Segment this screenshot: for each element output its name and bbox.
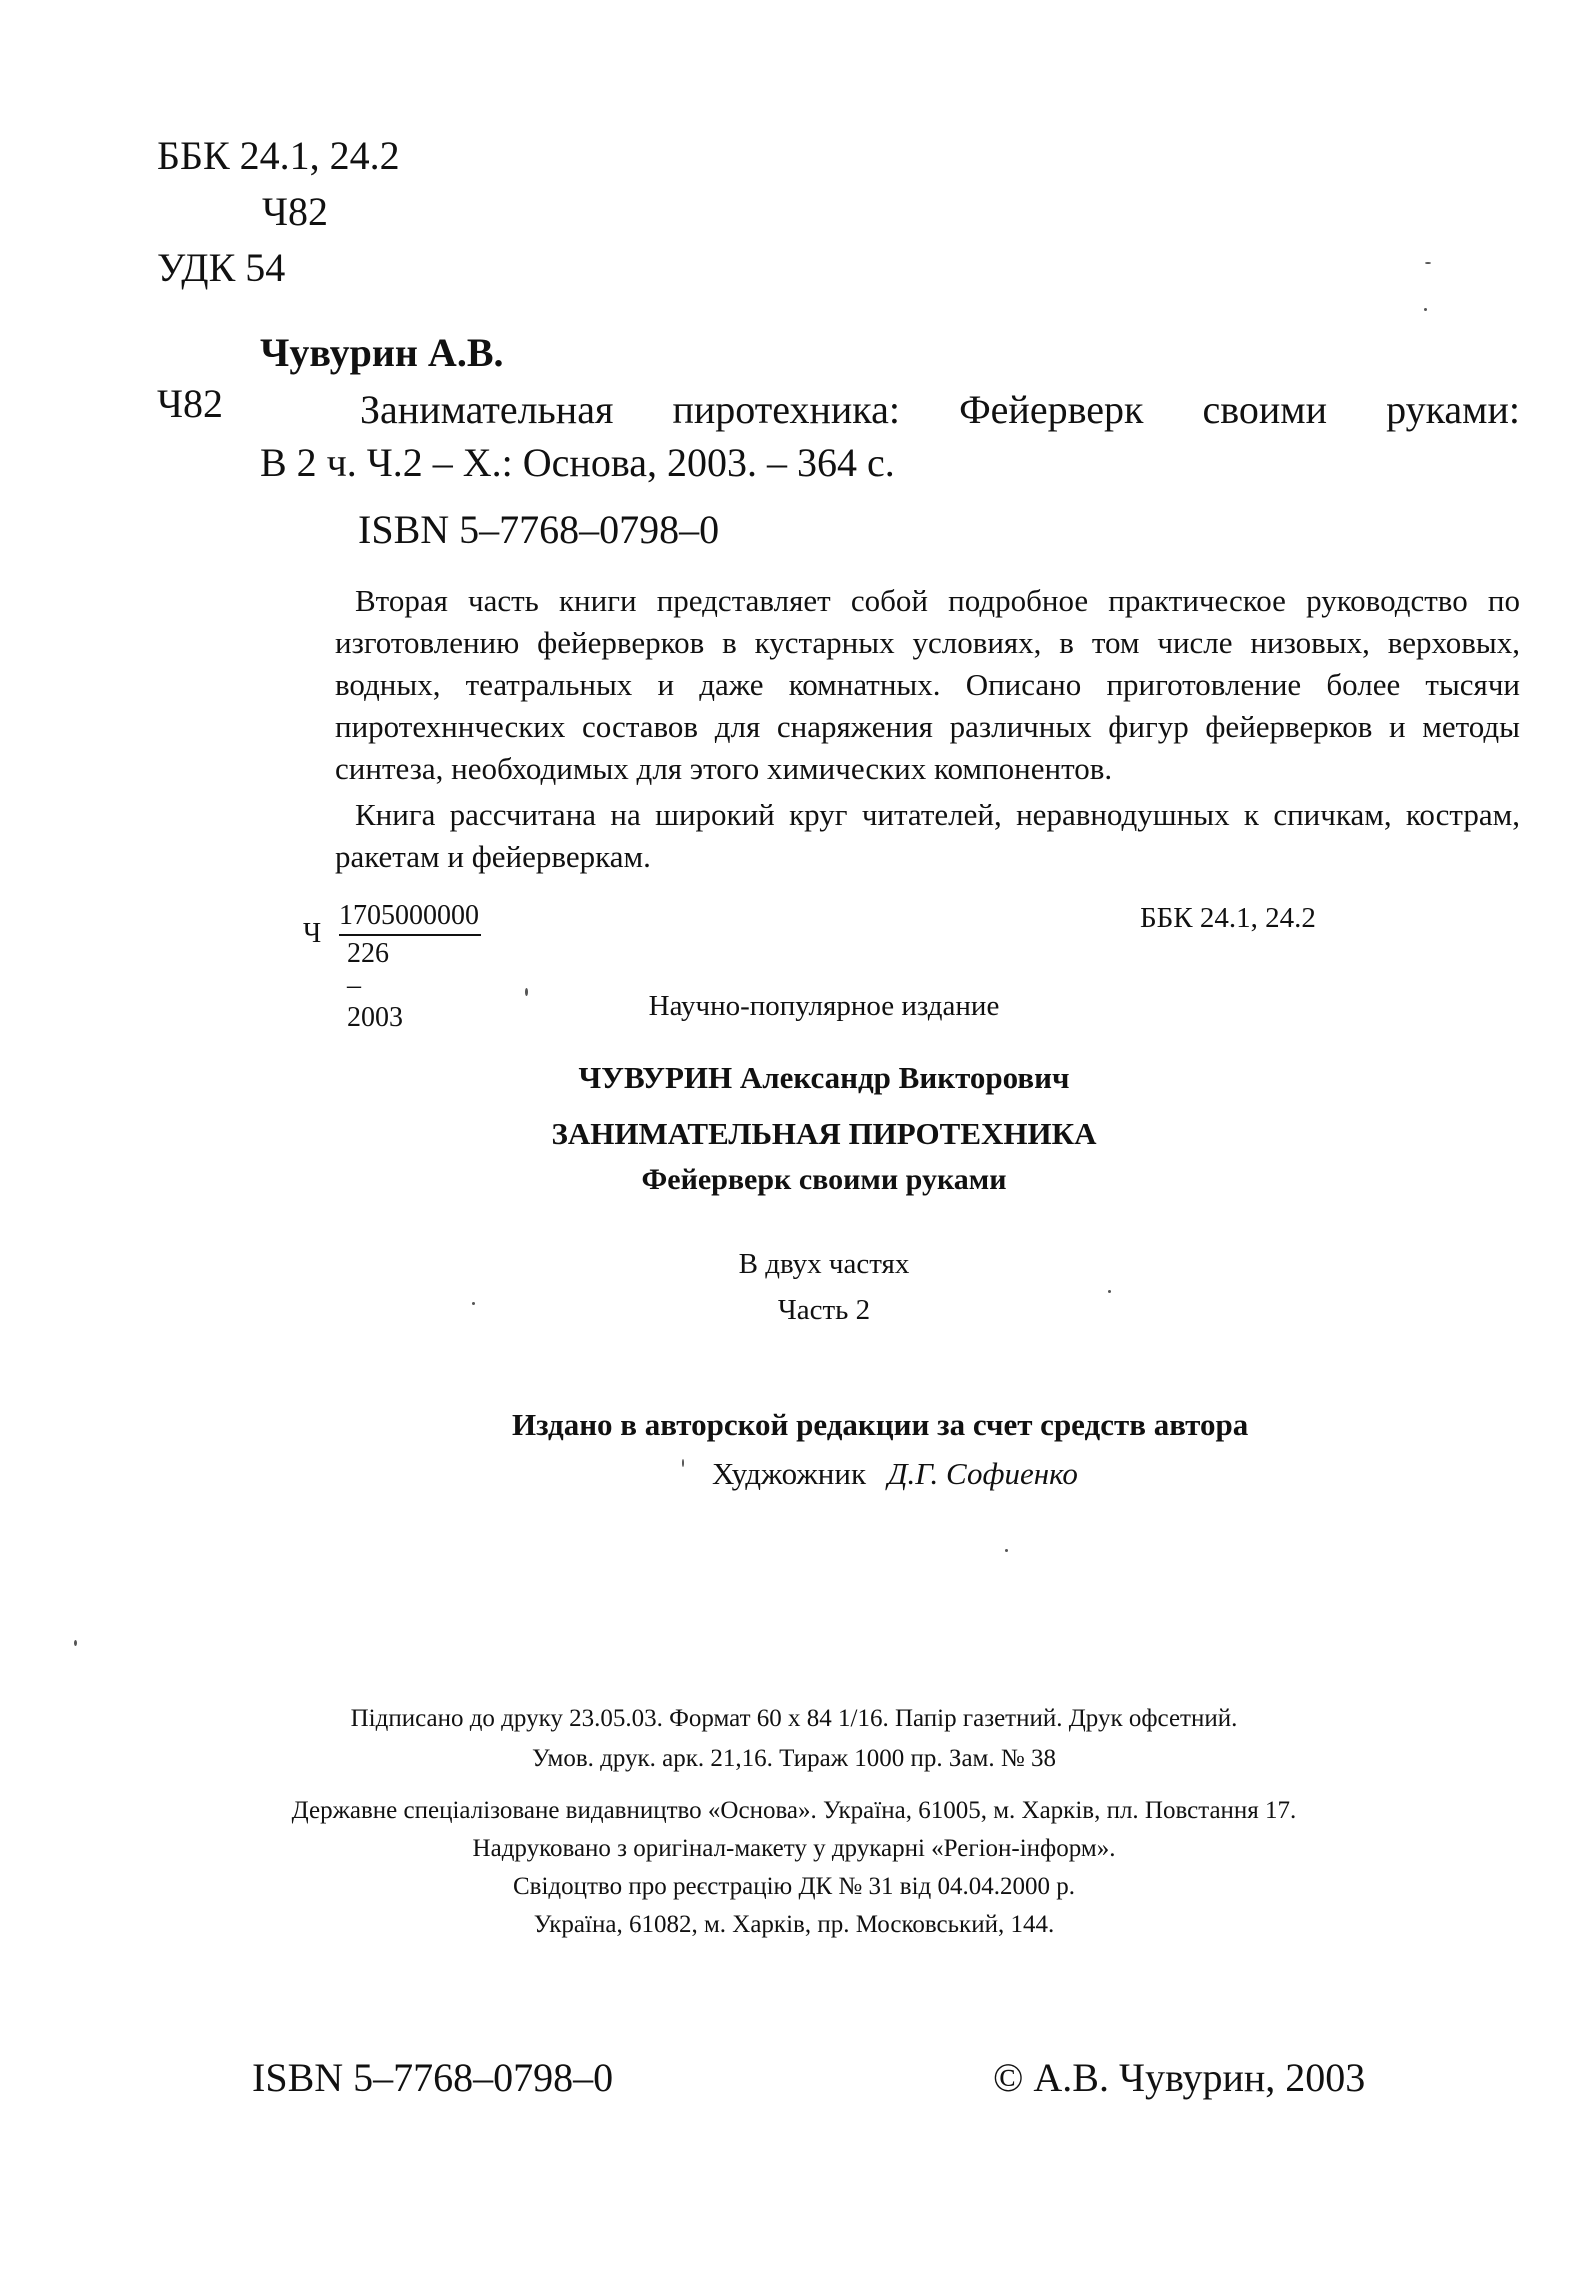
author-sign: Ч82 bbox=[262, 189, 328, 234]
footer-copyright: © А.В. Чувурин, 2003 bbox=[993, 2055, 1366, 2100]
edition-artist bbox=[712, 1456, 1078, 1492]
imprint-line-1: Підписано до друку 23.05.03. Формат 60 x 84 1/16. Папір газетний. Друк офсетний. bbox=[350, 1705, 1238, 1732]
index-code-numerator: 1705000000 bbox=[339, 900, 481, 936]
index-code-denominator: 226 – 2003 bbox=[347, 938, 403, 1033]
scan-speck bbox=[1424, 308, 1427, 311]
udk-code: УДК 54 bbox=[157, 245, 286, 290]
edition-subtitle: Фейерверк своими руками bbox=[641, 1163, 1007, 1196]
imprint-line-6: Україна, 61082, м. Харків, пр. Московський, 144. bbox=[533, 1911, 1055, 1938]
edition-artist-label: Худжожник bbox=[712, 1456, 867, 1491]
scan-speck bbox=[74, 1640, 77, 1646]
footer-isbn: ISBN 5–7768–0798–0 bbox=[252, 2055, 614, 2100]
imprint-line-2: Умов. друк. арк. 21,16. Тираж 1000 пр. Зам. № 38 bbox=[532, 1745, 1056, 1772]
imprint-line-3: Державне спеціалізоване видавництво «Основа». Україна, 61005, м. Харків, пл. Повстання 17. bbox=[291, 1797, 1297, 1824]
imprint-line-5: Свідоцтво про реєстрацію ДК № 31 від 04.04.2000 р. bbox=[512, 1873, 1075, 1900]
imprint-line-4: Надруковано з оригінал-макету у друкарні «Регіон-інформ». bbox=[472, 1835, 1116, 1862]
scan-speck bbox=[1005, 1549, 1008, 1552]
annotation-paragraph-1: Вторая часть книги представляет собой подробное практическое руководство по изготовлению фейерверков в кустарных условиях, в том числе низовых, верховых, водных, театральных и даже комнатных. Описано приготовление более тысячи пиротехннческих составов для снаряжения различных фигур фейерверков и методы синтеза, необходимых для этого химических компонентов. bbox=[335, 583, 1520, 786]
bbk-code: ББК 24.1, 24.2 bbox=[157, 133, 400, 178]
annotation-paragraph-2: Книга рассчитана на широкий круг читателей, неравнодушных к спичкам, кострам, ракетам и фейерверкам. bbox=[335, 797, 1520, 874]
edition-published-note: Издано в авторской редакции за счет средств автора bbox=[512, 1407, 1249, 1442]
citation-title-line1: Занимательная пиротехника: Фейерверк своими руками: bbox=[360, 387, 1520, 432]
scan-speck bbox=[682, 1459, 684, 1467]
scan-speck bbox=[472, 1302, 475, 1305]
edition-artist-name: Д.Г. Софиенко bbox=[887, 1456, 1078, 1491]
index-code-prefix: Ч bbox=[303, 918, 322, 949]
edition-author: ЧУВУРИН Александр Викторович bbox=[578, 1060, 1070, 1095]
citation-title-line2: В 2 ч. Ч.2 – Х.: Основа, 2003. – 364 с. bbox=[260, 440, 895, 485]
edition-type: Научно-популярное издание bbox=[648, 990, 1000, 1022]
scan-speck bbox=[1425, 262, 1431, 264]
scan-speck bbox=[525, 988, 528, 996]
citation-isbn: ISBN 5–7768–0798–0 bbox=[358, 507, 720, 552]
edition-part: Часть 2 bbox=[777, 1294, 871, 1326]
annotation bbox=[335, 580, 1520, 878]
edition-title: ЗАНИМАТЕЛЬНАЯ ПИРОТЕХНИКА bbox=[551, 1116, 1097, 1151]
scan-speck bbox=[1108, 1290, 1111, 1293]
citation-code: Ч82 bbox=[157, 381, 223, 426]
bbk-repeat: ББК 24.1, 24.2 bbox=[1140, 902, 1316, 934]
edition-parts: В двух частях bbox=[738, 1248, 910, 1280]
citation-author: Чувурин А.В. bbox=[260, 330, 504, 375]
